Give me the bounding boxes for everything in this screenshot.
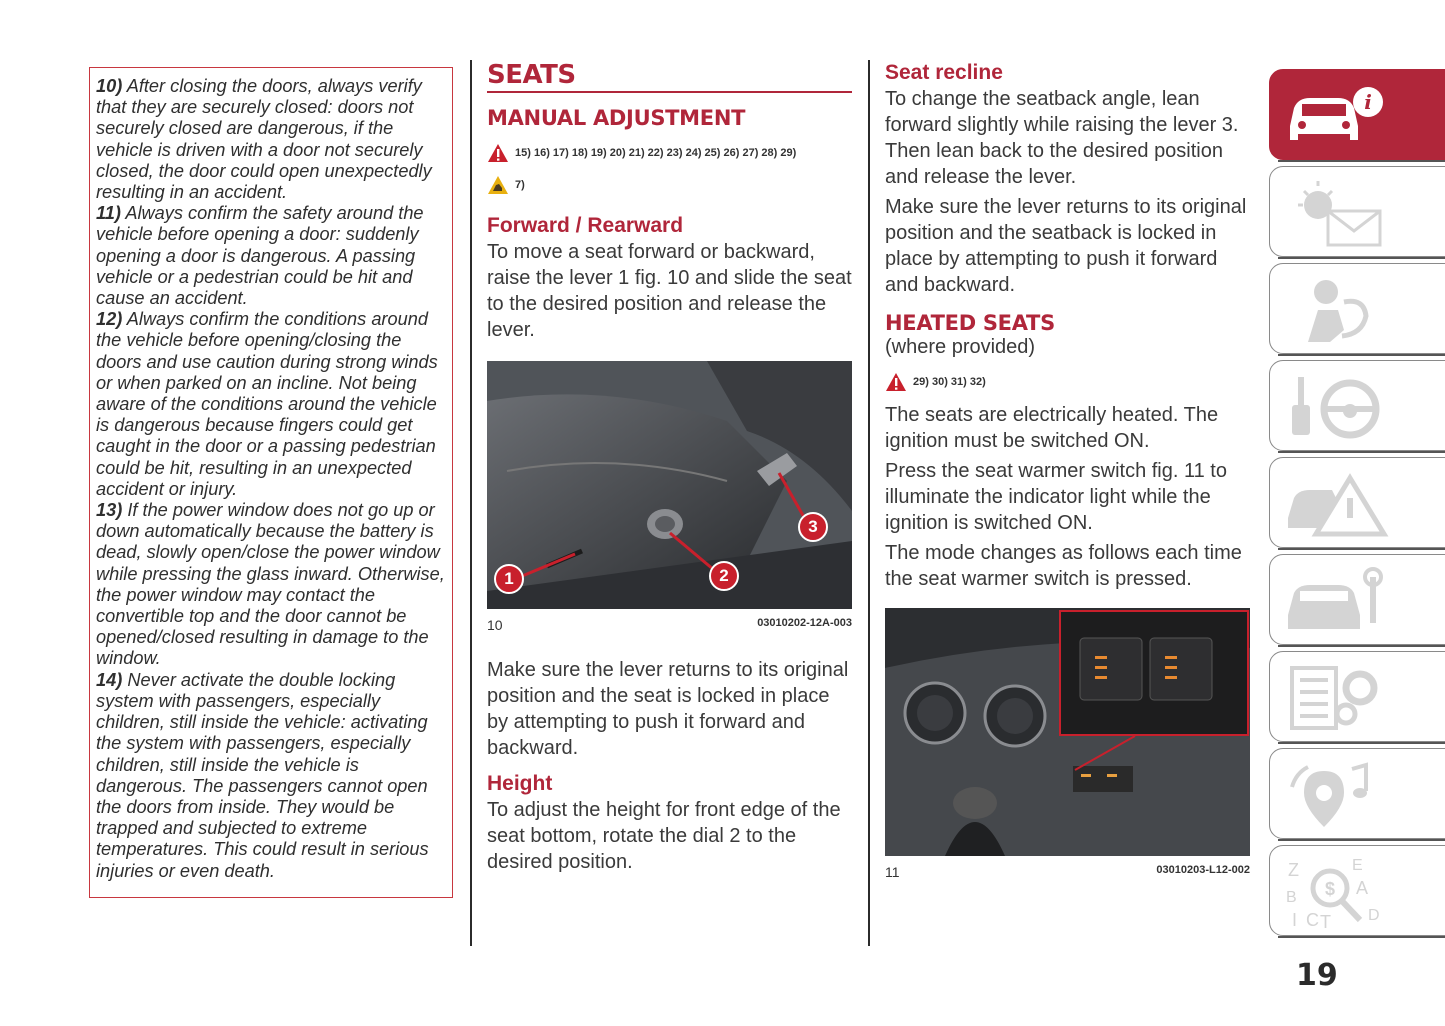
index-letter-c: C xyxy=(1306,910,1319,930)
tab-warning-lights[interactable] xyxy=(1269,166,1445,257)
index-icon xyxy=(1284,854,1404,930)
callout-2: 2 xyxy=(709,561,739,591)
index-letter-a: A xyxy=(1356,878,1369,898)
seat-recline-text-1: To change the seatback angle, lean forward slightly while raising the lever 3. Then lean back to the desired position and release the lever. xyxy=(885,88,1239,188)
figure-10-code: 03010202-12A-003 xyxy=(757,617,852,629)
callout-1: 1 xyxy=(494,564,524,594)
svg-text:$: $ xyxy=(1324,879,1336,899)
heated-warning-refs: 29) 30) 31) 32) xyxy=(885,368,1250,396)
height-text: To adjust the height for front edge of the seat bottom, rotate the dial 2 to the desired position. xyxy=(487,799,841,873)
figure-11-code: 03010203-L12-002 xyxy=(1156,864,1250,876)
svg-text:i: i xyxy=(1364,90,1372,114)
tab-divider xyxy=(1278,742,1445,744)
index-letter-i: I xyxy=(1292,910,1298,930)
tab-multimedia[interactable] xyxy=(1269,748,1445,839)
index-letter-e: E xyxy=(1352,857,1363,874)
heated-text-3: The mode changes as follows each time the seat warmer switch is pressed. xyxy=(885,542,1242,590)
emergency-icon xyxy=(1284,466,1404,542)
warnings-box xyxy=(89,67,453,898)
figure-10-caption xyxy=(487,617,852,633)
warning-note-12: 12) Always confirm the conditions around the vehicle before opening/closing the doors and use caution during strong winds or when parked on an incline. Not being aware of the conditions around the vehicle is dangerous because fingers could get caught in the door or a passing pedestrian could be hit, resulting in an unexpected accident or injury. xyxy=(96,309,438,499)
forward-rearward-title: Forward / Rearward xyxy=(487,214,684,237)
safety-airbag-icon xyxy=(1284,272,1404,348)
heated-seats-subtitle: (where provided) xyxy=(885,336,1036,358)
car-info-icon xyxy=(1284,78,1404,154)
callout-3: 3 xyxy=(798,512,828,542)
index-letter-t: T xyxy=(1320,912,1331,930)
figure-11-caption xyxy=(885,864,1250,880)
tab-divider xyxy=(1278,839,1445,841)
tab-divider xyxy=(1278,548,1445,550)
heated-text-2: Press the seat warmer switch fig. 11 to illuminate the indicator light while the ignition is switched ON. xyxy=(885,460,1227,534)
tab-starting-driving[interactable] xyxy=(1269,360,1445,451)
caution-hand-icon xyxy=(487,175,509,195)
heated-seats-title: HEATED SEATS xyxy=(885,311,1055,335)
forward-rearward-text: To move a seat forward or backward, raise the lever 1 fig. 10 and slide the seat to the desired position and release the lever. xyxy=(487,241,852,341)
seats-column xyxy=(487,60,852,875)
seat-illustration xyxy=(487,361,852,609)
seat-recline-title: Seat recline xyxy=(885,61,1003,84)
page-number: 19 xyxy=(1296,958,1338,993)
figure-11-number: 11 xyxy=(885,864,900,880)
seat-recline-text-2: Make sure the lever returns to its original position and the seatback is locked in place by attempting to push it forward and backward. xyxy=(885,196,1247,296)
tab-divider xyxy=(1278,354,1445,356)
tab-emergency[interactable] xyxy=(1269,457,1445,548)
heated-text-1: The seats are electrically heated. The ignition must be switched ON. xyxy=(885,404,1219,452)
seats-title: SEATS xyxy=(487,60,576,90)
maintenance-icon xyxy=(1284,563,1404,639)
title-rule xyxy=(487,91,852,93)
index-letter-d: D xyxy=(1368,907,1380,924)
warning-note-13: 13) If the power window does not go up or down automatically because the battery is dead, slowly open/close the power window while pressing the glass inward. Otherwise, the power window may contact the convertible top and the door cannot be opened/closed resulting in damage to the window. xyxy=(96,500,445,669)
recline-heated-column xyxy=(885,60,1250,880)
figure-10-number: 10 xyxy=(487,617,503,633)
height-title: Height xyxy=(487,772,553,795)
tab-technical-data[interactable] xyxy=(1269,651,1445,742)
warning-lights-icon xyxy=(1284,175,1404,251)
figure-11-dashboard-photo xyxy=(885,608,1250,856)
multimedia-icon xyxy=(1284,757,1404,833)
tab-index[interactable] xyxy=(1269,845,1445,936)
tab-divider xyxy=(1278,257,1445,259)
tab-maintenance[interactable] xyxy=(1269,554,1445,645)
column-divider-left xyxy=(470,60,472,946)
warning-refs: 15) 16) 17) 18) 19) 20) 21) 22) 23) 24) 25) 26) 27) 28) 29) xyxy=(487,139,852,167)
dashboard-illustration xyxy=(885,608,1250,856)
tab-divider xyxy=(1278,645,1445,647)
tab-knowing-your-car[interactable] xyxy=(1269,69,1445,160)
caution-refs: 7) xyxy=(487,171,852,199)
index-letter-b: B xyxy=(1286,889,1297,906)
tab-divider xyxy=(1278,936,1445,938)
tab-divider xyxy=(1278,160,1445,162)
starting-driving-icon xyxy=(1284,369,1404,445)
warning-note-14: 14) Never activate the double locking system with passengers, especially children, still inside the vehicle: activating the system with passengers, especially children, still inside the vehicle is dangerous. The passengers cannot open the doors from inside. They would be trapped and subjected to extreme temperatures. This could result in serious injuries or even death. xyxy=(96,669,429,881)
figure-10-seat-photo xyxy=(487,361,852,609)
technical-data-icon xyxy=(1284,660,1404,736)
warning-note-10: 10) After closing the doors, always verify that they are securely closed: doors not securely closed are dangerous, if the vehicle is driven with a door not securely closed, the door could open unexpectedly resulting in an accident. xyxy=(96,76,432,203)
warning-triangle-icon xyxy=(487,143,509,163)
warning-note-11: 11) Always confirm the safety around the vehicle before opening a door: suddenly opening a door is dangerous. A passing vehicle or a pedestrian could be hit and cause an accident. xyxy=(96,203,424,309)
lever-return-text: Make sure the lever returns to its original position and the seat is locked in place by attempting to push it forward and backward. xyxy=(487,659,849,759)
tab-safety[interactable] xyxy=(1269,263,1445,354)
warning-triangle-icon xyxy=(885,372,907,392)
tab-divider xyxy=(1278,451,1445,453)
index-letter-z: Z xyxy=(1288,860,1299,880)
manual-adjustment-title: MANUAL ADJUSTMENT xyxy=(487,106,746,130)
column-divider-right xyxy=(868,60,870,946)
